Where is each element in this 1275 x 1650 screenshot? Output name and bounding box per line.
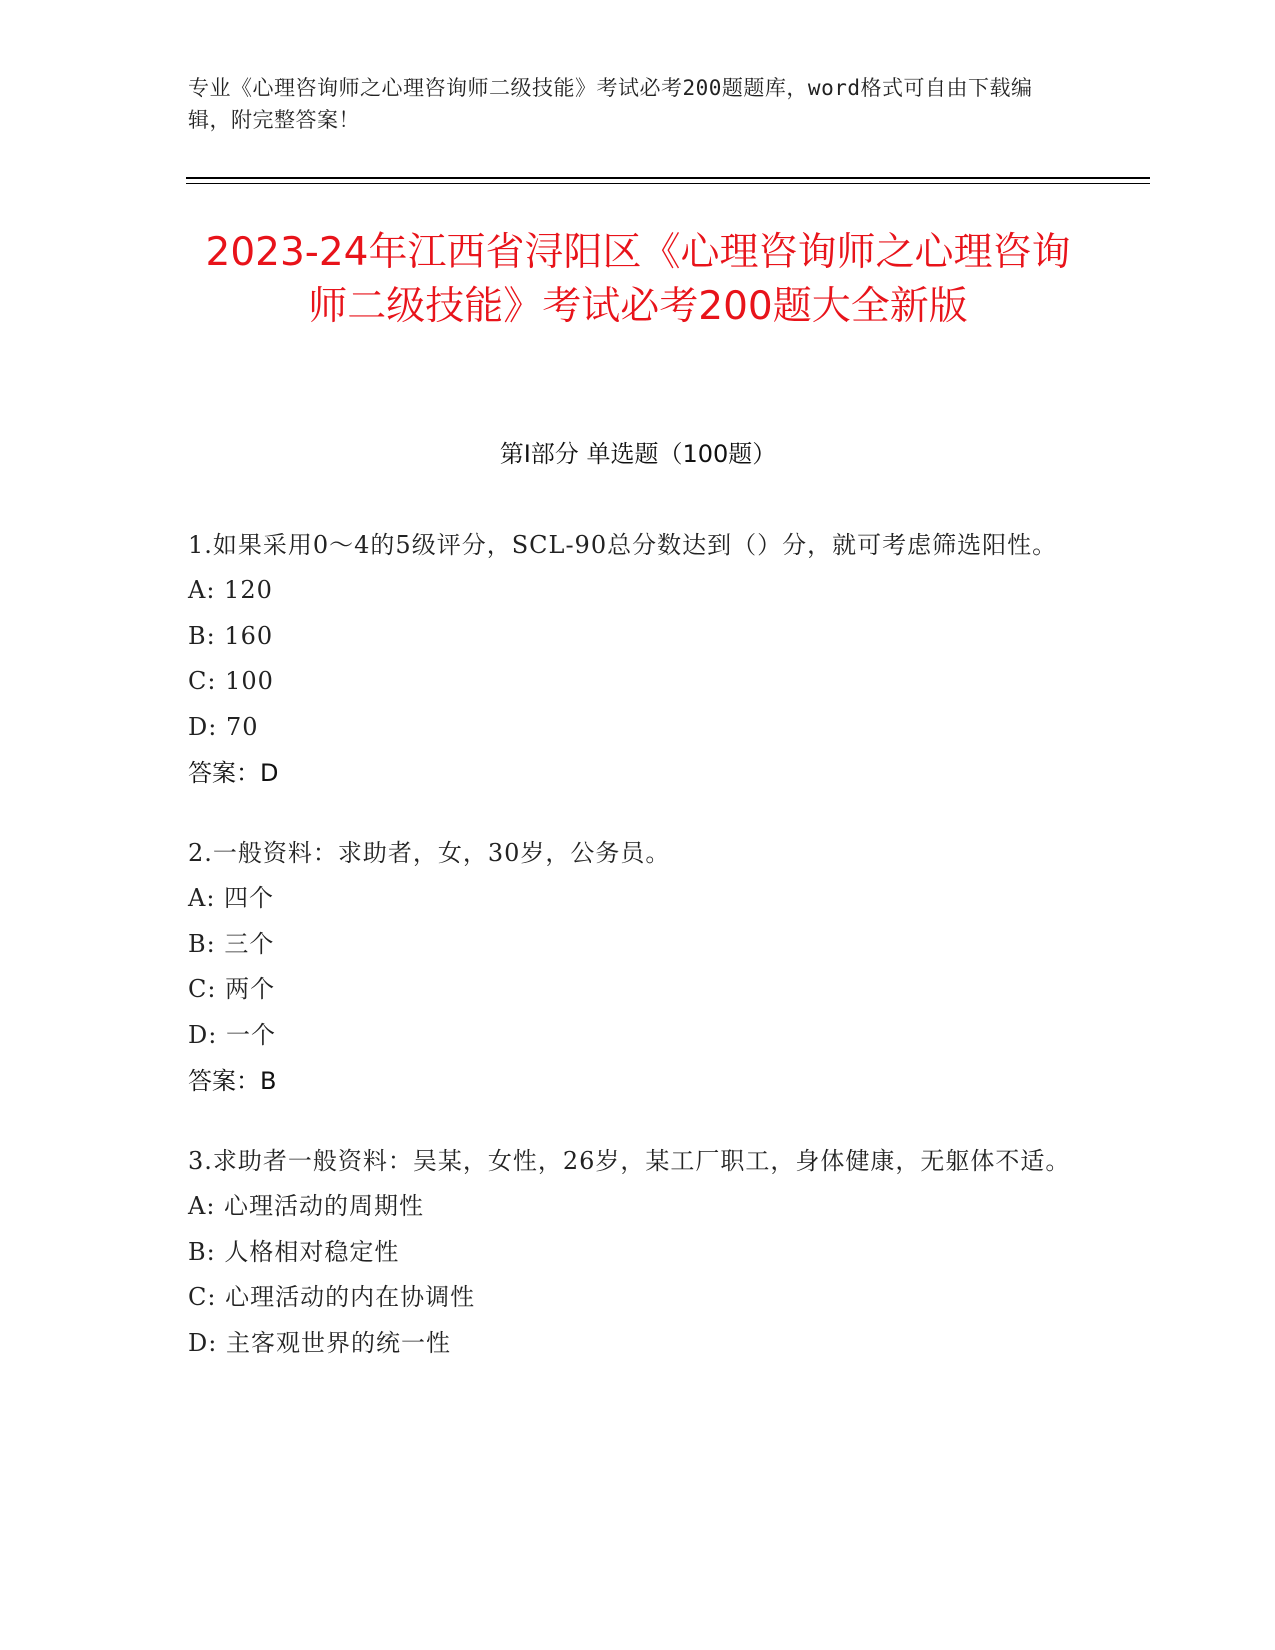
option-b: B: 三个 bbox=[188, 929, 275, 958]
question-stem: 1.如果采用0～4的5级评分，SCL-90总分数达到（）分，就可考虑筛选阳性。 bbox=[188, 531, 1058, 559]
header-divider-thin bbox=[186, 183, 1150, 184]
document-title: 2023-24年江西省浔阳区《心理咨询师之心理咨询师二级技能》考试必考200题大全新版 bbox=[205, 230, 1071, 329]
option-b: B: 人格相对稳定性 bbox=[188, 1237, 400, 1266]
option-d: D: 一个 bbox=[188, 1020, 276, 1049]
option-d: D: 70 bbox=[188, 712, 259, 741]
question-1 bbox=[188, 522, 1088, 796]
answer-line: 答案：D bbox=[188, 759, 279, 787]
question-list bbox=[188, 522, 1088, 1400]
option-a: A: 心理活动的周期性 bbox=[188, 1192, 425, 1220]
option-c: C: 100 bbox=[188, 667, 274, 695]
option-a: A: 120 bbox=[188, 576, 273, 604]
question-3 bbox=[188, 1138, 1088, 1366]
option-b: B: 160 bbox=[188, 621, 274, 650]
section-heading: 第I部分 单选题（100题） bbox=[499, 440, 777, 468]
answer-line: 答案：B bbox=[188, 1067, 277, 1095]
option-a: A: 四个 bbox=[188, 884, 275, 912]
question-stem: 3.求助者一般资料：吴某，女性，26岁，某工厂职工，身体健康，无躯体不适。 bbox=[188, 1147, 1071, 1175]
question-stem: 2.一般资料：求助者，女，30岁，公务员。 bbox=[188, 839, 671, 867]
header-divider-thick bbox=[186, 177, 1150, 179]
option-c: C: 心理活动的内在协调性 bbox=[188, 1283, 476, 1311]
header-note: 专业《心理咨询师之心理咨询师二级技能》考试必考200题题库，word格式可自由下载编辑，附完整答案！ bbox=[188, 76, 1033, 132]
option-c: C: 两个 bbox=[188, 975, 276, 1003]
option-d: D: 主客观世界的统一性 bbox=[188, 1328, 451, 1357]
question-2 bbox=[188, 830, 1088, 1104]
